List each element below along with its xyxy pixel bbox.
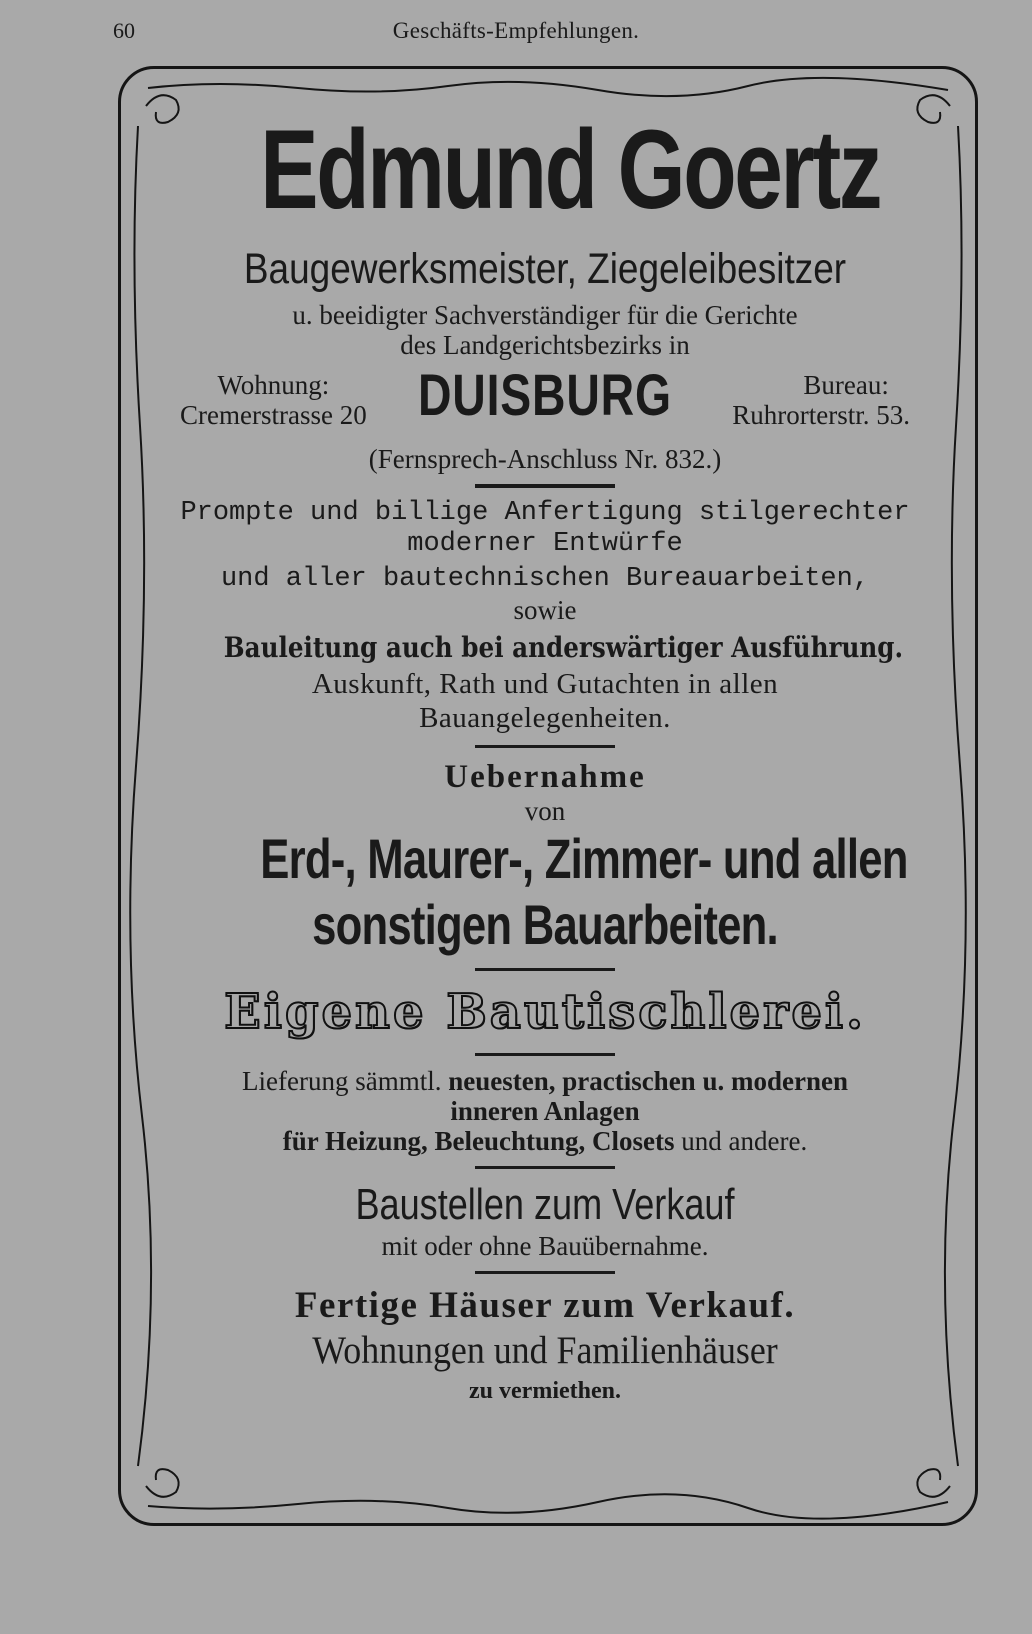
works-line-1: Erd-, Maurer-, Zimmer- und allen [260,827,908,890]
uebernahme-heading: Uebernahme [444,759,646,795]
city: DUISBURG [418,363,672,428]
works-line-2: sonstigen Bauarbeiten. [312,893,778,956]
address-row [180,363,910,440]
plots-sub: mit oder ohne Bauübernahme. [381,1231,709,1261]
von: von [524,796,566,826]
profession: Baugewerksmeister, Ziegeleibesitzer [243,245,847,293]
district-line: des Landgerichtsbezirks in [400,330,690,360]
advertisement-body [180,100,910,1408]
home-address [180,370,367,430]
carpentry-heading: Eigene Bautischlerei. [224,984,866,1040]
lieferung-bold-3: für Heizung, Beleuchtung, Closets [282,1126,675,1156]
houses-heading: Fertige Häuser zum Verkauf. [294,1285,796,1326]
page-header [0,18,1032,48]
home-street: Cremerstrasse 20 [180,400,367,430]
auskunft-line-1: Auskunft, Rath und Gutachten in allen [311,668,779,700]
expert-line: u. beeidigter Sachverständiger für die Gerichte [292,300,798,330]
services-line-2: moderner Entwürfe [407,529,683,559]
divider [475,484,615,488]
office-address [732,370,910,430]
company-name: Edmund Goertz [260,107,881,232]
lieferung-line-3 [180,1126,910,1156]
services-line-1: Prompte und billige Anfertigung stilgerechter [180,498,910,528]
auskunft-line-2: Bauangelegenheiten. [419,702,671,734]
divider [475,968,615,971]
office-label: Bureau: [803,370,889,400]
sowie: sowie [513,595,577,625]
plots-heading: Baustellen zum Verkauf [355,1180,735,1229]
lieferung-line-2 [180,1096,910,1126]
rentals-line: Wohnungen und Familienhäuser [312,1329,778,1372]
lieferung-plain: Lieferung sämmtl. [242,1066,442,1096]
office-street: Ruhrorterstr. 53. [732,400,910,430]
divider [475,1271,615,1274]
lieferung-plain-3: und andere. [681,1126,808,1156]
divider [475,745,615,748]
page-number: 60 [113,18,135,43]
phone: (Fernsprech-Anschluss Nr. 832.) [368,444,722,474]
lieferung-bold: neuesten, practischen u. modernen [448,1066,848,1096]
rentals-sub: zu vermiethen. [469,1378,621,1404]
divider [475,1166,615,1169]
bauleitung: Bauleitung auch bei anderswärtiger Ausführung. [223,631,904,664]
services-line-3: und aller bautechnischen Bureauarbeiten, [220,564,870,594]
lieferung-line-1 [180,1066,910,1096]
running-head: Geschäfts-Empfehlungen. [392,18,640,43]
home-label: Wohnung: [217,370,330,400]
divider [475,1053,615,1056]
lieferung-bold-2: inneren Anlagen [450,1096,640,1126]
